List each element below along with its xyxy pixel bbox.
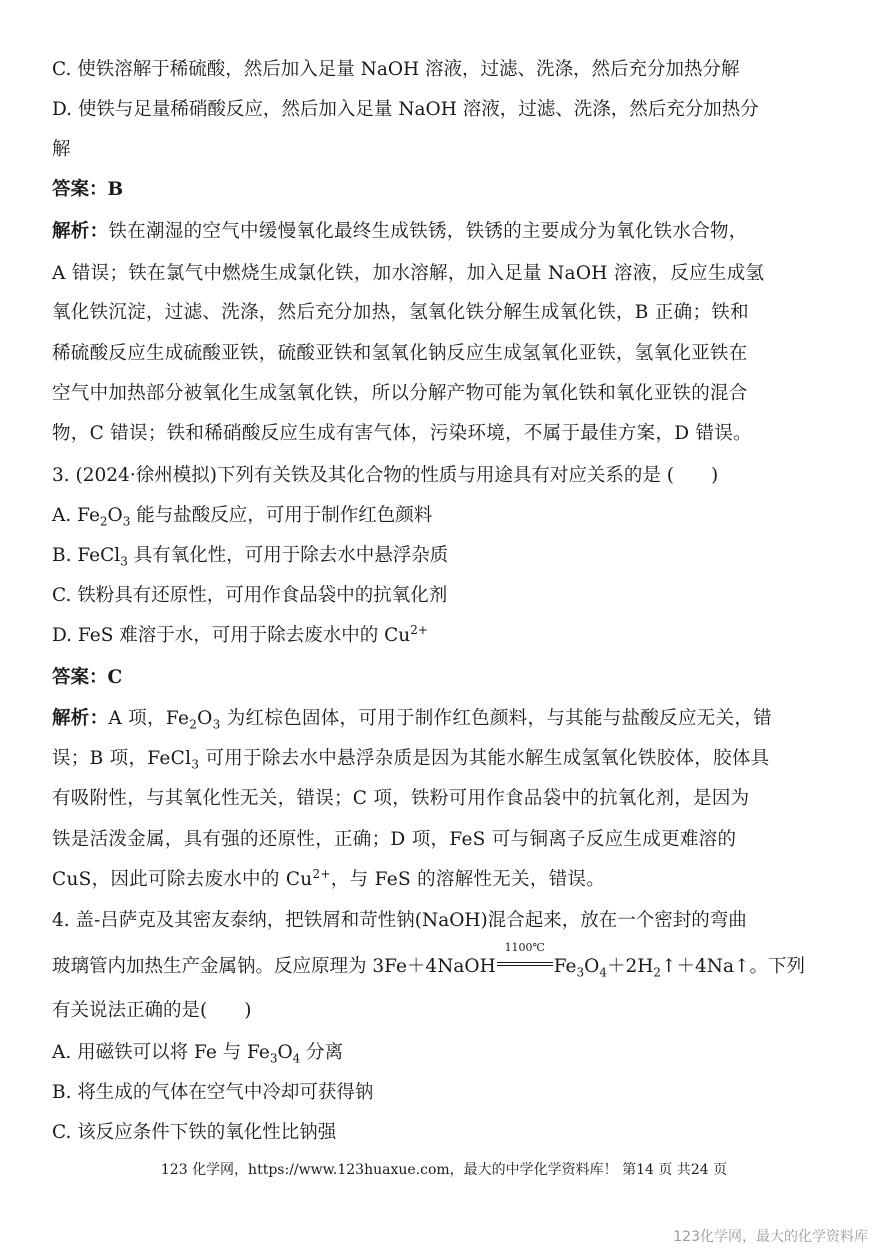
subscript: 3 [212, 717, 221, 732]
text: 误；B 项，FeCl [52, 748, 192, 769]
text: 具有氧化性，可用于除去水中悬浮杂质 [127, 545, 449, 566]
q2-analysis-line6: 物，C 错误；铁和稀硝酸反应生成有害气体，污染环境，不属于最佳方案，D 错误。 [52, 423, 752, 444]
q2-answer [52, 178, 842, 202]
q4-option-b: B. 将生成的气体在空气中冷却可获得钠 [52, 1082, 374, 1103]
q4-option-a [52, 1041, 842, 1065]
q3-option-c: C. 铁粉具有还原性，可用作食品袋中的抗氧化剂 [52, 585, 448, 606]
subscript: 3 [122, 514, 131, 529]
text: ↑＋4Na↑。下列 [661, 956, 805, 977]
q2-option-d-line2: 解 [52, 139, 71, 160]
text: 玻璃管内加热生产金属钠。反应原理为 3Fe＋4NaOH [52, 956, 496, 977]
q4-stem-line1: 4. 盖-吕萨克及其密友泰纳，把铁屑和苛性钠(NaOH)混合起来，放在一个密封的弯曲 [52, 910, 747, 931]
q3-option-b [52, 544, 842, 568]
q3-option-d [52, 624, 842, 648]
q2-analysis-line3: 氧化铁沉淀，过滤、洗涤，然后充分加热，氢氧化铁分解生成氧化铁，B 正确；铁和 [52, 302, 749, 323]
q3-option-a [52, 504, 842, 528]
subscript: 2 [189, 717, 198, 732]
equals-bar [497, 962, 553, 966]
subscript: 4 [292, 1051, 301, 1066]
page-footer: 123 化学网，https://www.123huaxue.com，最大的中学化学资料库！ 第14 页 共24 页 [160, 1162, 728, 1178]
q3-stem: 3. (2024·徐州模拟)下列有关铁及其化合物的性质与用途具有对应关系的是 ( ) [52, 465, 719, 486]
q3-analysis-line2 [52, 747, 842, 771]
text: ＋2H [606, 956, 654, 977]
reaction-condition: 1100℃ [504, 941, 545, 954]
reaction-condition-sign [496, 941, 554, 979]
q3-analysis-line3: 有吸附性，与其氧化性无关，错误；C 项，铁粉可用作食品袋中的抗氧化剂，是因为 [52, 788, 750, 809]
subscript: 2 [653, 965, 661, 980]
watermark: 123化学网，最大的化学资料库 [673, 1229, 868, 1245]
text: B. FeCl [52, 545, 121, 566]
q2-analysis-line1 [52, 220, 842, 244]
subscript: 3 [120, 554, 128, 569]
q3-analysis-line5 [52, 868, 842, 892]
q4-stem-line3: 有关说法正确的是( ) [52, 1000, 252, 1021]
superscript: 2+ [410, 622, 428, 637]
analysis-text: 铁在潮湿的空气中缓慢氧化最终生成铁锈，铁锈的主要成分为氧化铁水合物， [108, 221, 748, 242]
subscript: 2 [99, 514, 108, 529]
q3-analysis-line1 [52, 707, 842, 731]
text: 可用于除去水中悬浮杂质是因为其能水解生成氢氧化铁胶体，胶体具 [199, 748, 770, 769]
text: ，与 FeS 的溶解性无关，错误。 [330, 869, 606, 890]
answer-label: 答案： [52, 667, 108, 688]
q3-answer [52, 666, 842, 690]
answer-label: 答案： [52, 179, 108, 200]
text: A. 用磁铁可以将 Fe 与 Fe [52, 1042, 270, 1063]
q2-analysis-line4: 稀硫酸反应生成硫酸亚铁，硫酸亚铁和氢氧化钠反应生成氢氧化亚铁，氢氧化亚铁在 [52, 343, 748, 364]
subscript: 3 [269, 1051, 278, 1066]
text: Fe [553, 956, 577, 977]
q2-option-d-line1: D. 使铁与足量稀硝酸反应，然后加入足量 NaOH 溶液，过滤、洗涤，然后充分加热分 [52, 99, 759, 120]
answer-value: C [107, 667, 123, 688]
analysis-label: 解析： [52, 708, 109, 729]
q2-analysis-line2: A 错误；铁在氯气中燃烧生成氯化铁，加水溶解，加入足量 NaOH 溶液，反应生成氢 [52, 263, 765, 284]
analysis-label: 解析： [52, 221, 109, 242]
text: D. FeS 难溶于水，可用于除去废水中的 Cu [52, 625, 411, 646]
text: 分离 [300, 1042, 344, 1063]
text: 为红棕色固体，可用于制作红色颜料，与其能与盐酸反应无关，错 [220, 708, 772, 729]
text: O [584, 956, 600, 977]
subscript: 3 [576, 965, 585, 980]
text: A. Fe [52, 505, 100, 526]
q2-option-c: C. 使铁溶解于稀硫酸，然后加入足量 NaOH 溶液，过滤、洗涤，然后充分加热分解 [52, 59, 740, 80]
text: CuS，因此可除去废水中的 Cu [52, 869, 313, 890]
text: O [107, 505, 123, 526]
text: A 项，Fe [108, 708, 190, 729]
q3-analysis-line4: 铁是活泼金属，具有强的还原性，正确；D 项，FeS 可与铜离子反应生成更难溶的 [52, 829, 737, 850]
q4-stem-line2 [52, 941, 842, 980]
text: O [197, 708, 213, 729]
text: 能与盐酸反应，可用于制作红色颜料 [130, 505, 433, 526]
superscript: 2+ [312, 866, 331, 881]
subscript: 3 [191, 757, 200, 772]
subscript: 4 [599, 965, 607, 980]
text: O [277, 1042, 293, 1063]
q4-option-c: C. 该反应条件下铁的氧化性比钠强 [52, 1122, 337, 1143]
answer-value: B [107, 179, 124, 200]
q2-analysis-line5: 空气中加热部分被氧化生成氢氧化铁，所以分解产物可能为氧化铁和氧化亚铁的混合 [52, 383, 748, 404]
